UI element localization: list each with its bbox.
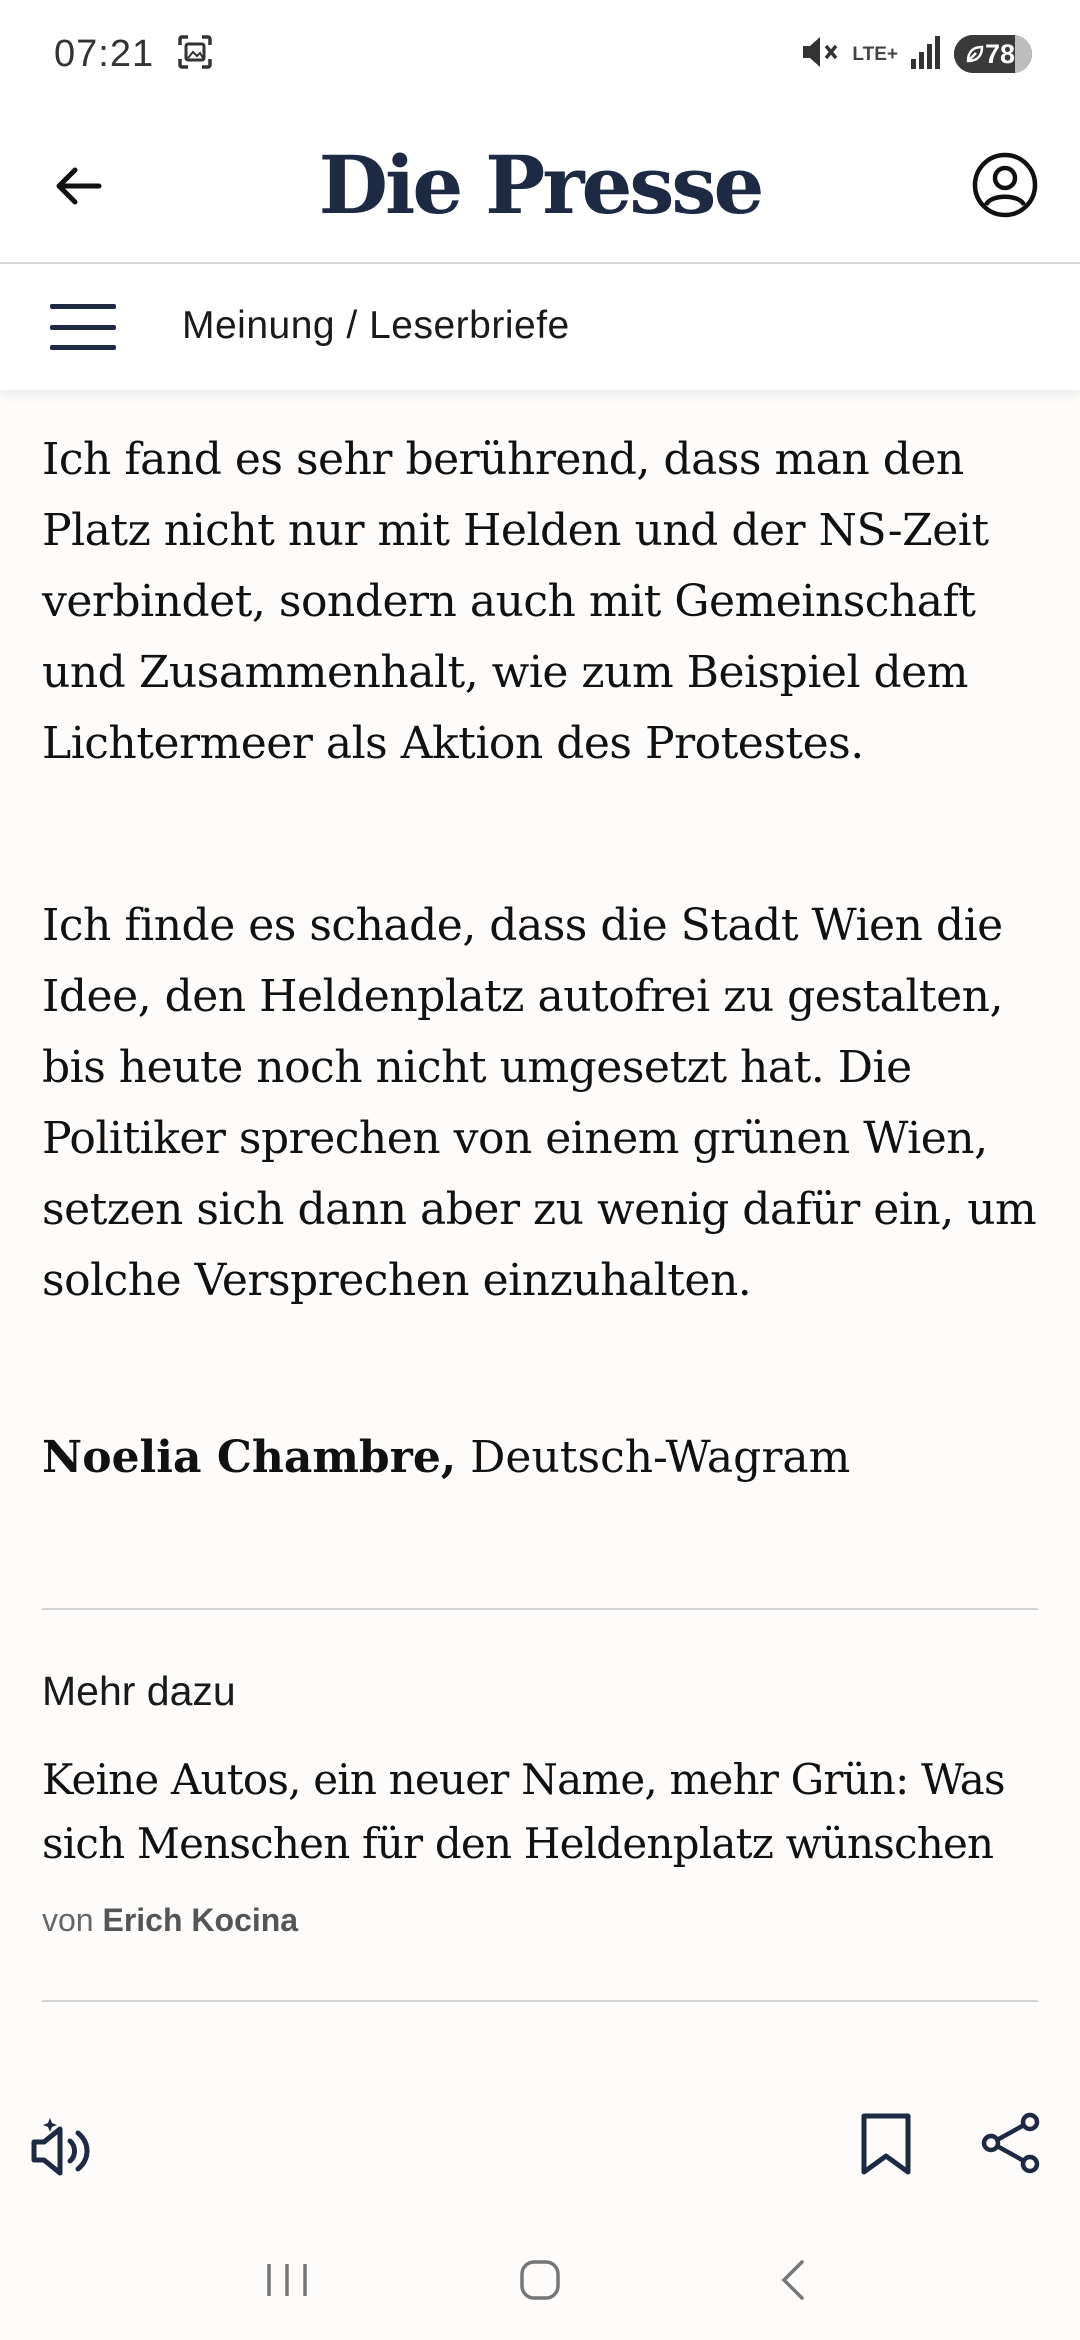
menu-button[interactable] (50, 304, 116, 350)
system-back-button[interactable] (753, 2240, 833, 2320)
status-time: 07:21 (54, 32, 155, 75)
screenshot-icon (176, 33, 214, 76)
hamburger-icon-line (50, 345, 116, 350)
recent-apps-icon (265, 2260, 309, 2300)
author-location: Deutsch-Wagram (470, 1432, 851, 1483)
status-bar (0, 0, 1080, 108)
section-breadcrumb[interactable]: Meinung / Leserbriefe (182, 304, 570, 347)
recent-apps-button[interactable] (247, 2240, 327, 2320)
system-navigation-bar (0, 2220, 1080, 2340)
network-type: LTE+ (852, 43, 898, 65)
article-paragraph: Ich finde es schade, dass die Stadt Wien die Idee, den Heldenplatz autofrei zu gestalten, bis heute noch nicht umgesetzt hat. Die Politiker sprechen von einem grünen Wien, setzen sich dann aber zu wenig dafür ein, um solche Versprechen einzuhalten. (42, 900, 1037, 1306)
app-header (0, 108, 1080, 264)
bookmark-icon (858, 2112, 914, 2176)
more-heading: Mehr dazu (42, 1668, 236, 1714)
user-circle-icon (972, 152, 1038, 218)
home-button[interactable] (500, 2240, 580, 2320)
divider (42, 1608, 1038, 1610)
letter-signature (42, 1432, 850, 1483)
battery-level: 78 (984, 38, 1016, 69)
related-article-link[interactable]: Keine Autos, ein neuer Name, mehr Grün: Was sich Menschen für den Heldenplatz wünschen (42, 1755, 1005, 1868)
text-to-speech-button[interactable] (28, 2116, 108, 2196)
article-action-bar (0, 2100, 1080, 2220)
home-icon (518, 2258, 562, 2302)
article-paragraph: Ich fand es sehr berührend, dass man den Platz nicht nur mit Helden und der NS-Zeit verbindet, sondern auch mit Gemeinschaft und Zusammenhalt, wie zum Beispiel dem Lichtermeer als Aktion des Protestes. (42, 434, 989, 769)
arrow-left-icon (53, 166, 103, 206)
divider (42, 2000, 1038, 2002)
share-icon (980, 2112, 1042, 2174)
byline-author[interactable]: Erich Kocina (102, 1902, 299, 1938)
speaker-icon (28, 2116, 98, 2186)
hamburger-icon-line (50, 304, 116, 309)
author-name: Noelia Chambre, (42, 1432, 457, 1483)
share-button[interactable] (980, 2112, 1052, 2192)
hamburger-icon-line (50, 325, 116, 330)
site-logo[interactable]: Die Presse (318, 138, 762, 232)
mute-icon (800, 34, 840, 75)
byline-prefix: von (42, 1902, 94, 1938)
back-button[interactable] (44, 152, 112, 220)
signal-icon (910, 35, 942, 74)
account-button[interactable] (968, 148, 1042, 222)
bookmark-button[interactable] (858, 2112, 928, 2192)
chevron-left-icon (778, 2258, 808, 2302)
related-byline (42, 1902, 298, 1939)
section-bar (0, 264, 1080, 390)
battery-indicator (954, 35, 1032, 73)
